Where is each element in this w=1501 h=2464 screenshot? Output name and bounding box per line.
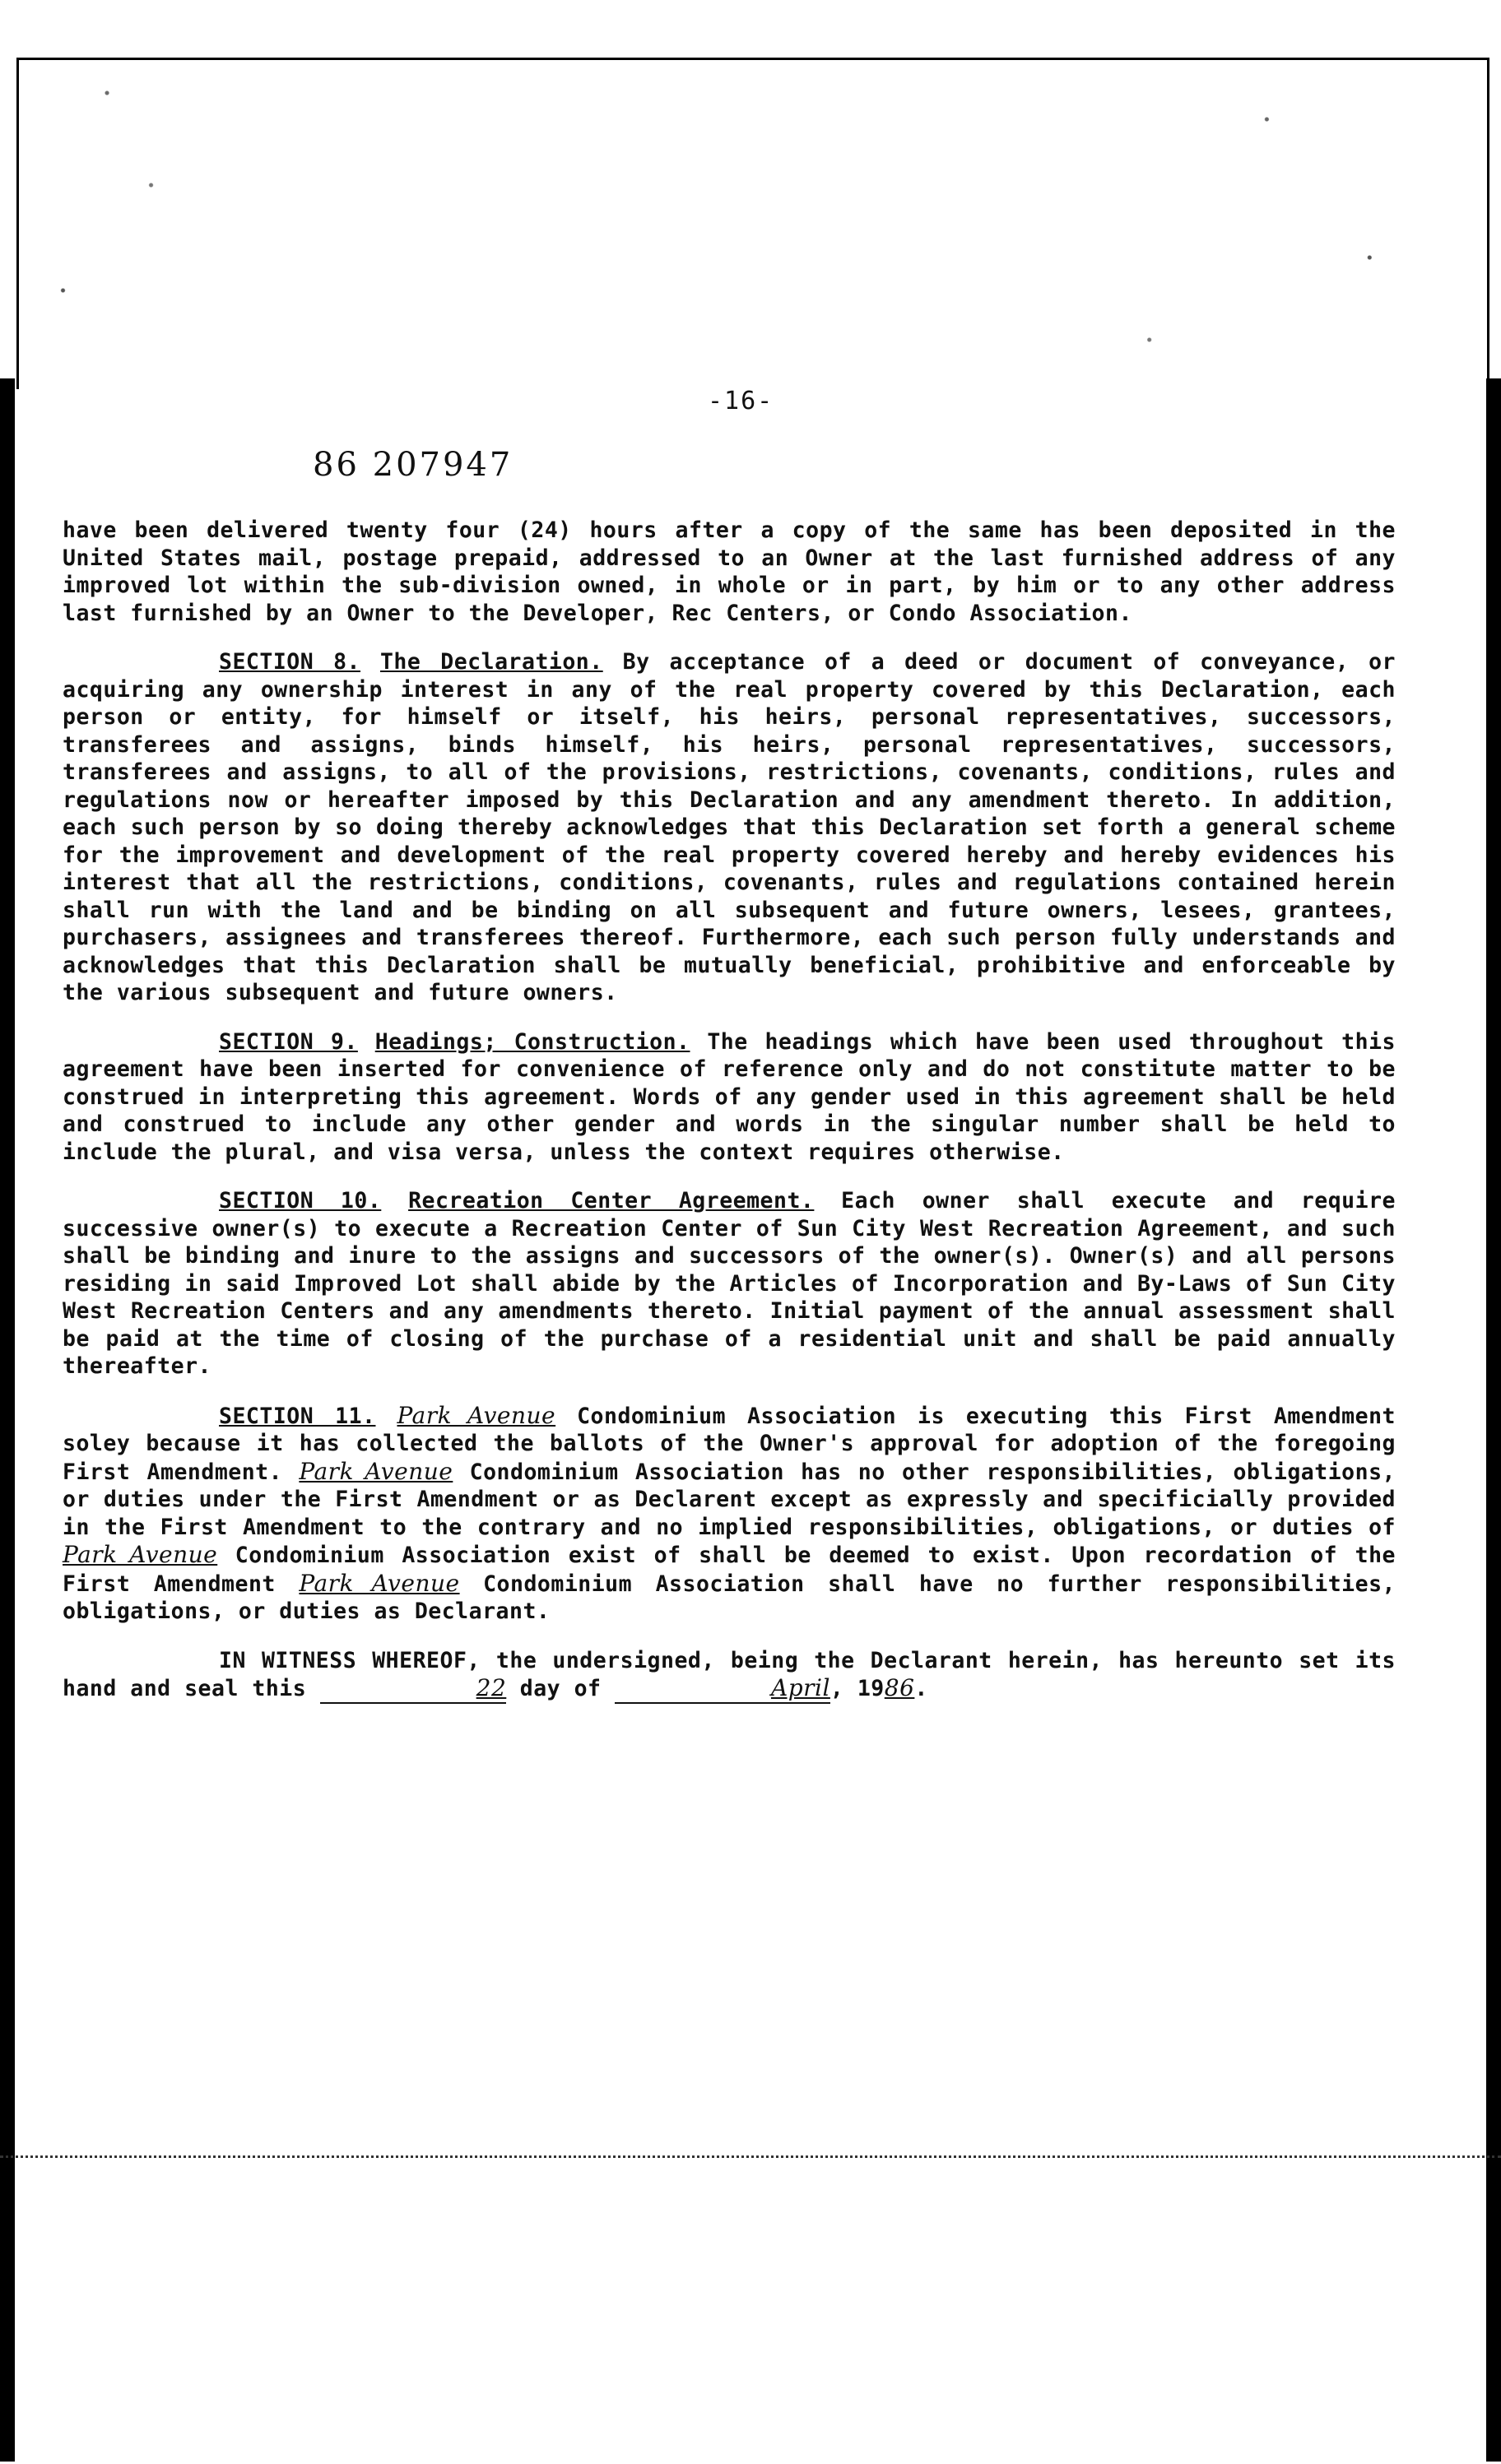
section-10-title: Recreation Center Agreement. <box>408 1188 815 1213</box>
witness-text-1: IN WITNESS WHEREOF, the undersigned, being the Declarant herein, has hereunto set its hand and seal this <box>63 1647 1396 1701</box>
section-10-paragraph <box>63 1187 1396 1380</box>
section-8-paragraph <box>63 648 1396 1007</box>
section-9-text: The headings which have been used throughout this agreement have been inserted for convenience of reference only and do not constitute matter to be construed in interpreting this agreement. Words of any gender used in this agreement shall be held and construed to include any other gender and words in the singular number shall be held to include the plural, and visa versa, unless the context requires otherwise. <box>63 1028 1396 1165</box>
witness-text-2: day of <box>519 1676 602 1701</box>
witness-end: . <box>914 1676 928 1701</box>
witness-text-3: , 19 <box>830 1676 885 1701</box>
scan-left-edge <box>0 378 15 2462</box>
section-10-heading: SECTION 10. <box>219 1188 382 1213</box>
section-11-paragraph <box>63 1402 1396 1626</box>
section-11-text-1: Condominium Association is executing this First Amendment soley because it has collected the ballots of the Owner's approval for adoption of the foregoing First Amendment. <box>63 1403 1396 1485</box>
section-8-heading: SECTION 8. <box>219 649 361 675</box>
scan-footer-area <box>0 2155 1501 2464</box>
section-11-heading: SECTION 11. <box>219 1403 376 1429</box>
document-body <box>63 517 1396 1725</box>
witness-paragraph <box>63 1647 1396 1704</box>
association-name-3: Park Avenue <box>63 1541 218 1568</box>
section-9-title: Headings; Construction. <box>374 1028 690 1055</box>
scan-header-area <box>0 0 1501 387</box>
section-11-text-4: Condominium Association shall have no further responsibilities, obligations, or duties as Declarant. <box>63 1571 1396 1624</box>
witness-year: 86 <box>884 1674 915 1701</box>
section-11-text-3: Condominium Association exist of shall be deemed to exist. Upon recordation of the First Amendment <box>63 1543 1396 1597</box>
section-8-text: By acceptance of a deed or document of conveyance, or acquiring any ownership interest in any of the real property covered by this Declaration, each person or entity, for himself or itself, his heirs, personal representatives, successors, transferees and assigns, binds himself, his heirs, personal representatives, successors, transferees and assigns, to all of the provisions, restrictions, covenants, conditions, rules and regulations now or hereafter imposed by this Declaration and any amendment thereto. In addition, each such person by so doing thereby acknowledges that this Declaration set forth a general scheme for the improvement and development of the real property covered hereby and hereby evidences his interest that all the restrictions, conditions, covenants, rules and regulations contained herein shall run with the land and be binding on all subsequent and future owners, lesees, grantees, purchasers, assignees and transferees thereof. Furthermore, each such person fully understands and acknowledges that this Declaration shall be mutually beneficial, prohibitive and enforceable by the various subsequent and future owners. <box>63 649 1396 1005</box>
scan-right-edge <box>1486 378 1501 2462</box>
witness-month: April <box>615 1674 830 1704</box>
association-name-4: Park Avenue <box>299 1569 460 1597</box>
section-9-paragraph <box>63 1028 1396 1167</box>
association-name-2: Park Avenue <box>299 1457 453 1485</box>
section-9-heading: SECTION 9. <box>219 1028 358 1055</box>
section-8-title: The Declaration. <box>379 649 603 675</box>
witness-day: 22 <box>320 1674 507 1704</box>
section-11-text-2: Condominium Association has no other responsibilities, obligations, or duties under the First Amendment or as Declarent except as expressly and specificially provided in the First Amendment to the contrary and no implied responsibilities, obligations, or duties of <box>63 1459 1396 1540</box>
intro-paragraph: have been delivered twenty four (24) hours after a copy of the same has been deposited in the United States mail, postage prepaid, addressed to an Owner at the last furnished address of any improved lot within the sub-division owned, in whole or in part, by him or to any other address last furnished by an Owner to the Developer, Rec Centers, or Condo Association. <box>63 517 1396 626</box>
association-name-1: Park Avenue <box>397 1401 556 1429</box>
scan-noise-region <box>16 58 1489 389</box>
section-10-text: Each owner shall execute and require successive owner(s) to execute a Recreation Center of Sun City West Recreation Agreement, and such shall be binding and inure to the assigns and successors of the owner(s). Owner(s) and all persons residing in said Improved Lot shall abide by the Articles of Incorporation and By-Laws of Sun City West Recreation Centers and any amendments thereto. Initial payment of the annual assessment shall be paid at the time of closing of the purchase of a residential unit and shall be paid annually thereafter. <box>63 1188 1396 1379</box>
document-number: 86 207947 <box>313 446 514 484</box>
page-number: -16- <box>708 387 774 415</box>
